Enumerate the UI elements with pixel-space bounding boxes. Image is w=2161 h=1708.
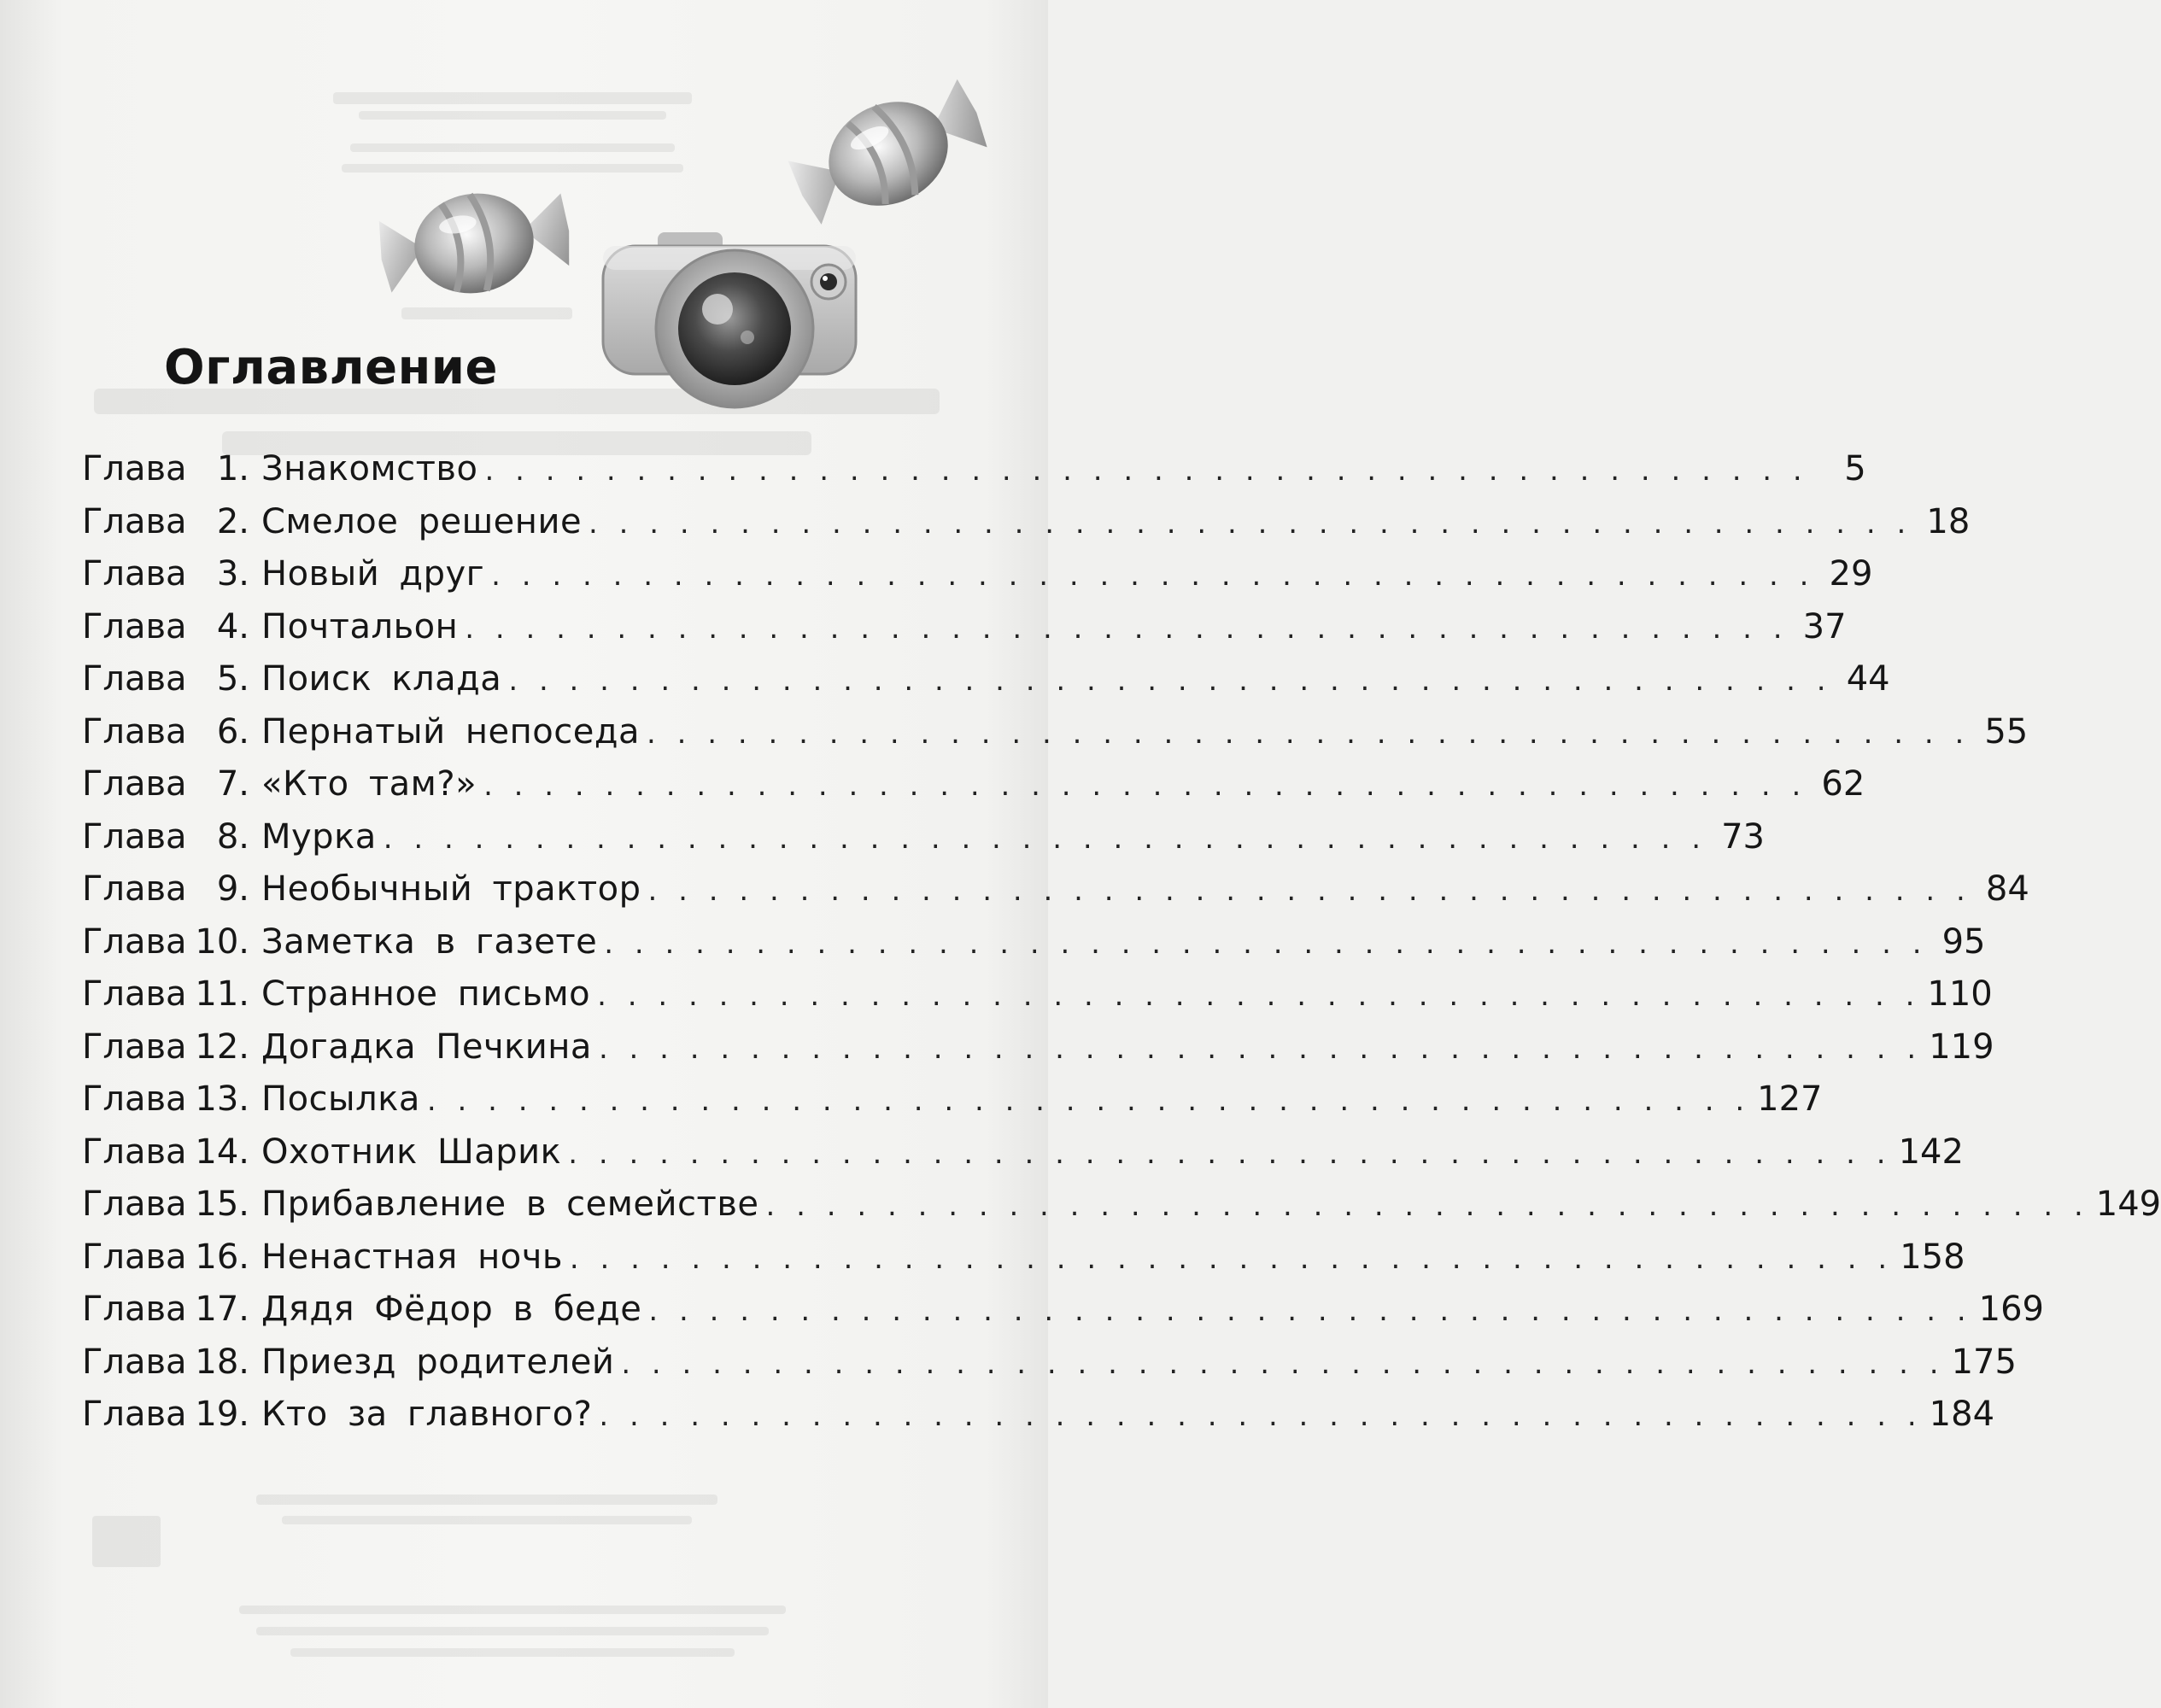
page-number: 127 [1757, 1079, 1823, 1119]
toc-entry [82, 501, 1971, 555]
chapter-title: Необычный трактор [261, 869, 641, 909]
toc-entry [82, 816, 1766, 870]
chapter-title: Знакомство [261, 449, 478, 488]
dot-leader: . . . . . . . . . . . . . . . . . . . . . . . . . . . . . . . . . . . . . . . . . . . . [597, 979, 1921, 1013]
chapter-number: 5. [216, 659, 249, 699]
dot-leader: . . . . . . . . . . . . . . . . . . . . . . . . . . . . . . . . . . . . . . . . . . . . [484, 453, 1808, 488]
dot-leader: . . . . . . . . . . . . . . . . . . . . . . . . . . . . . . . . . . . . . . . . . . . . [483, 769, 1807, 803]
toc-entry [82, 554, 1873, 607]
page-number: 37 [1802, 606, 1847, 646]
toc-entry [82, 1290, 2044, 1342]
page-number: 55 [1984, 711, 2029, 752]
toc-entry [82, 659, 1890, 712]
chapter-title: Почтальон [261, 606, 459, 646]
chapter-title: Странное письмо [261, 974, 591, 1014]
chapter-word: Глава [82, 921, 187, 962]
illustrations-svg [0, 0, 1048, 444]
chapter-number: 14. [195, 1132, 249, 1172]
chapter-title: Охотник Шарик [261, 1132, 562, 1172]
chapter-word: Глава [82, 974, 187, 1014]
chapter-title: Пернатый непоседа [261, 711, 640, 752]
page-number: 95 [1941, 921, 1986, 962]
toc-entry [82, 1395, 1995, 1448]
page-number: 175 [1951, 1342, 2017, 1382]
page-number: 142 [1898, 1132, 1964, 1172]
page-number: 84 [1985, 869, 2029, 909]
page-number: 158 [1900, 1237, 1965, 1277]
toc-entry [82, 1184, 2161, 1237]
toc-title: Оглавление [164, 340, 499, 395]
chapter-word: Глава [82, 501, 187, 541]
chapter-word: Глава [82, 1027, 187, 1067]
page-number: 119 [1929, 1027, 1994, 1067]
chapter-title: Догадка Печкина [261, 1027, 592, 1067]
chapter-number: 4. [216, 606, 249, 646]
toc-entry [82, 921, 1986, 975]
chapter-word: Глава [82, 1237, 187, 1277]
chapter-title: Смелое решение [261, 501, 583, 541]
chapter-title: Приезд родителей [261, 1342, 615, 1382]
dot-leader: . . . . . . . . . . . . . . . . . . . . . . . . . . . . . . . . . . . . . . . . . . . . [508, 664, 1832, 698]
chapter-number: 12. [195, 1027, 249, 1067]
dot-leader: . . . . . . . . . . . . . . . . . . . . . . . . . . . . . . . . . . . . . . . . . . . . [491, 559, 1815, 593]
chapter-number: 2. [216, 501, 249, 541]
candy-right-icon [781, 67, 998, 239]
chapter-number: 17. [195, 1290, 249, 1329]
page-number: 110 [1927, 974, 1993, 1014]
chapter-number: 10. [195, 921, 249, 962]
dot-leader: . . . . . . . . . . . . . . . . . . . . . . . . . . . . . . . . . . . . . . . . . . . . [765, 1189, 2089, 1223]
chapter-word: Глава [82, 554, 187, 594]
dot-leader: . . . . . . . . . . . . . . . . . . . . . . . . . . . . . . . . . . . . . . . . . . . . [604, 926, 1928, 961]
toc-entry [82, 711, 2029, 765]
chapter-word: Глава [82, 1290, 187, 1329]
camera-icon [603, 232, 856, 407]
toc-entry [82, 869, 2029, 922]
chapter-word: Глава [82, 449, 187, 488]
dot-leader: . . . . . . . . . . . . . . . . . . . . . . . . . . . . . . . . . . . . . . . . . . . . [426, 1084, 1751, 1118]
chapter-word: Глава [82, 606, 187, 646]
chapter-number: 11. [195, 974, 249, 1014]
chapter-number: 6. [216, 711, 249, 752]
chapter-number: 8. [216, 816, 249, 857]
chapter-word: Глава [82, 869, 187, 909]
dot-leader: . . . . . . . . . . . . . . . . . . . . . . . . . . . . . . . . . . . . . . . . . . . . [589, 506, 1912, 541]
chapter-title: Прибавление в семействе [261, 1184, 759, 1224]
illustrations [0, 0, 1048, 444]
page-number: 18 [1926, 501, 1971, 541]
chapter-title: Заметка в газете [261, 921, 598, 962]
dot-leader: . . . . . . . . . . . . . . . . . . . . . . . . . . . . . . . . . . . . . . . . . . . . [647, 874, 1971, 908]
chapter-word: Глава [82, 764, 187, 804]
dot-leader: . . . . . . . . . . . . . . . . . . . . . . . . . . . . . . . . . . . . . . . . . . . . [599, 1399, 1923, 1433]
toc-entry [82, 1027, 1994, 1080]
chapter-title: Новый друг [261, 554, 485, 594]
chapter-title: Кто за главного? [261, 1395, 593, 1434]
candy-left-icon [373, 178, 577, 308]
chapter-word: Глава [82, 1342, 187, 1382]
chapter-word: Глава [82, 1184, 187, 1224]
chapter-title: Дядя Фёдор в беде [261, 1290, 642, 1329]
chapter-number: 15. [195, 1184, 249, 1224]
chapter-title: Поиск клада [261, 659, 502, 699]
toc-entry [82, 1237, 1965, 1290]
dot-leader: . . . . . . . . . . . . . . . . . . . . . . . . . . . . . . . . . . . . . . . . . . . . [648, 1294, 1972, 1328]
chapter-word: Глава [82, 1395, 187, 1434]
dot-leader: . . . . . . . . . . . . . . . . . . . . . . . . . . . . . . . . . . . . . . . . . . . . [465, 611, 1789, 646]
chapter-word: Глава [82, 1079, 187, 1119]
page-number: 5 [1844, 449, 1866, 488]
chapter-word: Глава [82, 816, 187, 857]
toc-entry [82, 606, 1847, 660]
dot-leader: . . . . . . . . . . . . . . . . . . . . . . . . . . . . . . . . . . . . . . . . . . . . [568, 1136, 1892, 1171]
dot-leader: . . . . . . . . . . . . . . . . . . . . . . . . . . . . . . . . . . . . . . . . . . . . [647, 716, 1971, 751]
chapter-title: Ненастная ночь [261, 1237, 563, 1277]
toc-entry [82, 974, 1993, 1027]
table-of-contents [82, 449, 2161, 1448]
chapter-number: 3. [216, 554, 249, 594]
page-number: 169 [1978, 1290, 2044, 1329]
chapter-number: 7. [216, 764, 249, 804]
chapter-title: Мурка [261, 816, 377, 857]
page-number: 29 [1829, 554, 1873, 594]
page-number: 73 [1721, 816, 1766, 857]
page-number: 44 [1846, 659, 1890, 699]
chapter-number: 9. [216, 869, 249, 909]
chapter-word: Глава [82, 711, 187, 752]
toc-entry [82, 764, 1865, 817]
chapter-title: «Кто там?» [261, 764, 477, 804]
chapter-number: 18. [195, 1342, 249, 1382]
page-number: 62 [1821, 764, 1865, 804]
dot-leader: . . . . . . . . . . . . . . . . . . . . . . . . . . . . . . . . . . . . . . . . . . . . [383, 821, 1707, 856]
page-number: 149 [2095, 1184, 2161, 1224]
chapter-word: Глава [82, 1132, 187, 1172]
toc-entry [82, 1342, 2017, 1395]
dot-leader: . . . . . . . . . . . . . . . . . . . . . . . . . . . . . . . . . . . . . . . . . . . . [598, 1031, 1923, 1066]
toc-entry [82, 1079, 1823, 1132]
chapter-number: 16. [195, 1237, 249, 1277]
chapter-number: 1. [216, 449, 249, 488]
toc-entry [82, 449, 1866, 502]
dot-leader: . . . . . . . . . . . . . . . . . . . . . . . . . . . . . . . . . . . . . . . . . . . . [621, 1346, 1945, 1381]
chapter-number: 13. [195, 1079, 249, 1119]
chapter-word: Глава [82, 659, 187, 699]
dot-leader: . . . . . . . . . . . . . . . . . . . . . . . . . . . . . . . . . . . . . . . . . . . . [569, 1241, 1894, 1276]
chapter-title: Посылка [261, 1079, 420, 1119]
toc-entry [82, 1132, 1964, 1185]
chapter-number: 19. [195, 1395, 249, 1434]
page-number: 184 [1929, 1395, 1995, 1434]
